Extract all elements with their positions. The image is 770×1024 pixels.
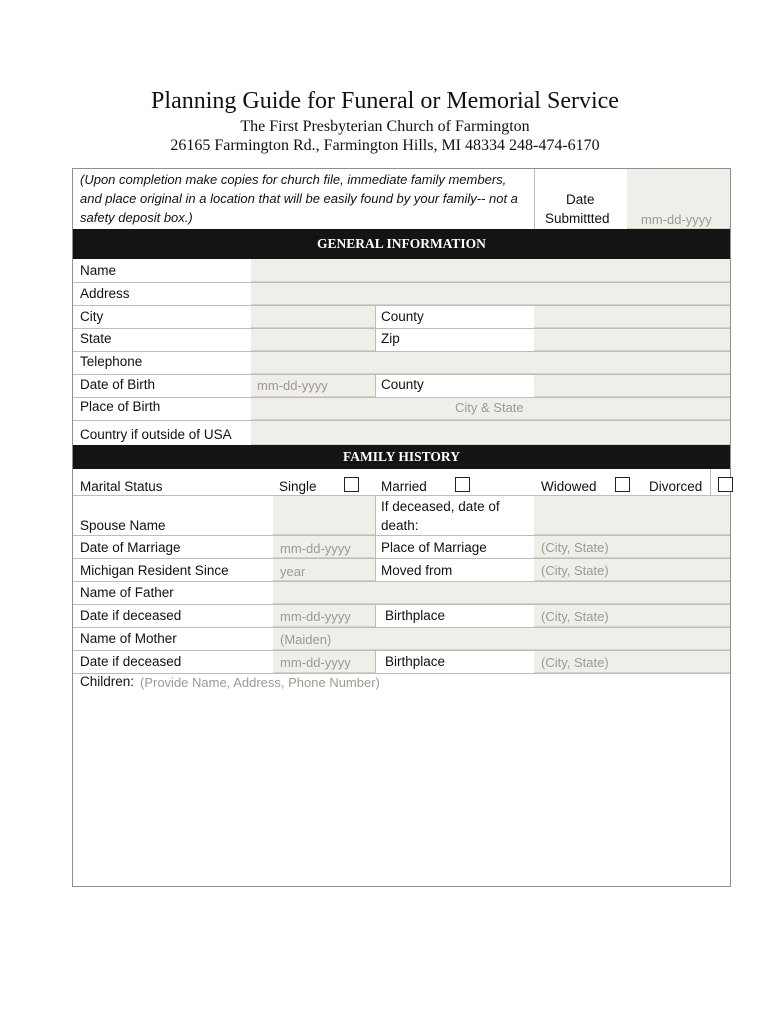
date-of-marriage-placeholder: mm-dd-yyyy xyxy=(280,541,351,556)
name-field[interactable] xyxy=(251,259,730,282)
divider xyxy=(534,169,535,229)
address-field[interactable] xyxy=(251,283,730,305)
county-field[interactable] xyxy=(534,306,730,328)
spouse-deceased-label-1: If deceased, date of xyxy=(381,499,500,514)
birth-county-field[interactable] xyxy=(534,375,730,397)
marital-status-label: Marital Status xyxy=(80,479,163,494)
state-field[interactable] xyxy=(251,329,375,351)
church-name: The First Presbyterian Church of Farmington xyxy=(240,118,530,135)
widowed-label: Widowed xyxy=(541,479,597,494)
mother-birthplace-placeholder: (City, State) xyxy=(541,655,609,670)
year-placeholder: year xyxy=(280,564,306,579)
moved-from-placeholder: (City, State) xyxy=(541,563,609,578)
widowed-checkbox[interactable] xyxy=(615,477,630,492)
married-checkbox[interactable] xyxy=(455,477,470,492)
family-history-heading: FAMILY HISTORY xyxy=(73,445,730,469)
mother-birthplace-label: Birthplace xyxy=(385,654,446,669)
father-birthplace-label: Birthplace xyxy=(385,608,446,623)
date-of-birth-placeholder: mm-dd-yyyy xyxy=(257,378,328,393)
telephone-label: Telephone xyxy=(80,354,143,369)
mother-date-deceased-label: Date if deceased xyxy=(80,654,182,669)
country-label: Country if outside of USA xyxy=(80,427,232,442)
country-field[interactable] xyxy=(251,421,730,445)
michigan-resident-label: Michigan Resident Since xyxy=(80,563,229,578)
date-submitted-label-1: Date xyxy=(566,192,595,207)
children-placeholder: (Provide Name, Address, Phone Number) xyxy=(140,675,380,690)
address-label: Address xyxy=(80,286,130,301)
place-of-marriage-label: Place of Marriage xyxy=(381,540,487,555)
maiden-placeholder: (Maiden) xyxy=(280,632,332,647)
zip-label: Zip xyxy=(381,331,400,346)
general-information-heading: GENERAL INFORMATION xyxy=(73,229,730,259)
name-of-father-field[interactable] xyxy=(273,582,730,604)
church-address: 26165 Farmington Rd., Farmington Hills, MI 48334 248-474-6170 xyxy=(170,137,600,154)
city-field[interactable] xyxy=(251,306,375,328)
father-birthplace-placeholder: (City, State) xyxy=(541,609,609,624)
mother-date-deceased-placeholder: mm-dd-yyyy xyxy=(280,655,351,670)
divorced-label: Divorced xyxy=(649,479,703,494)
name-of-father-label: Name of Father xyxy=(80,585,174,600)
telephone-field[interactable] xyxy=(251,352,730,374)
date-of-marriage-label: Date of Marriage xyxy=(80,540,181,555)
col-divider xyxy=(710,469,711,495)
zip-field[interactable] xyxy=(534,329,730,351)
date-of-birth-label: Date of Birth xyxy=(80,377,156,392)
spouse-name-field[interactable] xyxy=(273,496,375,535)
place-of-marriage-placeholder: (City, State) xyxy=(541,540,609,555)
col-divider xyxy=(375,650,376,673)
name-of-mother-field[interactable] xyxy=(273,628,730,650)
col-divider xyxy=(375,374,376,397)
date-submitted-label-2: Submittted xyxy=(545,211,610,226)
moved-from-label: Moved from xyxy=(381,563,453,578)
name-label: Name xyxy=(80,263,117,278)
married-label: Married xyxy=(381,479,427,494)
single-label: Single xyxy=(279,479,317,494)
instructions-note: (Upon completion make copies for church file, immediate family members, and place original in a location that will be easily found by your family-- not a safety deposit box.) xyxy=(80,172,518,225)
divorced-checkbox[interactable] xyxy=(718,477,733,492)
birth-county-label: County xyxy=(381,377,424,392)
state-label: State xyxy=(80,331,112,346)
city-label: City xyxy=(80,309,104,324)
place-of-birth-label: Place of Birth xyxy=(80,399,161,414)
spouse-death-date-field[interactable] xyxy=(534,496,730,535)
name-of-mother-label: Name of Mother xyxy=(80,631,177,646)
single-checkbox[interactable] xyxy=(344,477,359,492)
children-label: Children: xyxy=(80,674,135,689)
father-date-deceased-placeholder: mm-dd-yyyy xyxy=(280,609,351,624)
planning-form xyxy=(72,168,731,887)
date-submitted-placeholder: mm-dd-yyyy xyxy=(641,212,712,227)
place-of-birth-placeholder: City & State xyxy=(455,400,524,415)
spouse-name-label: Spouse Name xyxy=(80,518,166,533)
children-text-area[interactable] xyxy=(73,674,730,886)
document-title: Planning Guide for Funeral or Memorial Service xyxy=(151,88,619,114)
father-date-deceased-label: Date if deceased xyxy=(80,608,182,623)
county-label: County xyxy=(381,309,424,324)
spouse-deceased-label-2: death: xyxy=(381,518,419,533)
